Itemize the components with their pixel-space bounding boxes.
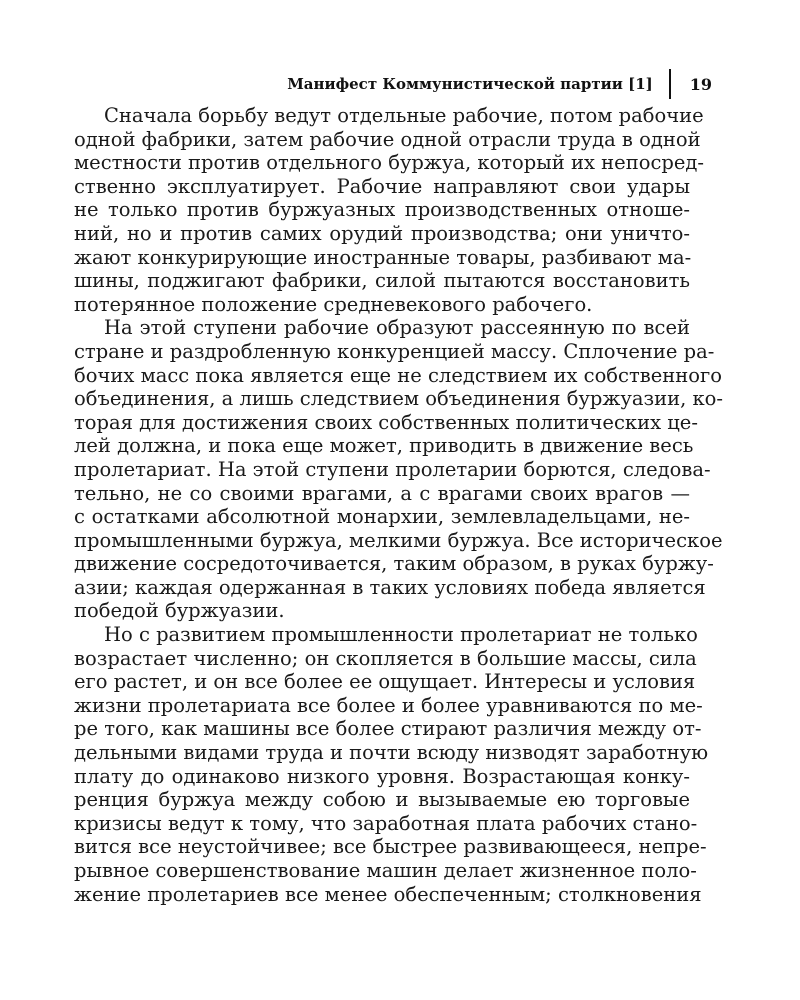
text-line: возрастает численно; он скопляется в большие массы, сила bbox=[74, 646, 697, 670]
text-line: его растет, и он все более ее ощущает. Интересы и условия bbox=[74, 670, 696, 694]
text-line: стране и раздробленную конкуренцией массу. Сплочение ра- bbox=[74, 339, 715, 363]
text-line: вится все неустойчивее; все быстрее развивающееся, непре- bbox=[74, 835, 707, 859]
text-line: объединения, а лишь следствием объединения буржуазии, ко- bbox=[74, 387, 723, 411]
text-line: не только против буржуазных производственных отноше- bbox=[74, 198, 690, 222]
text-line: с остатками абсолютной монархии, землевладельцами, не- bbox=[74, 505, 690, 529]
text-line: ственно эксплуатирует. Рабочие направляют свои удары bbox=[74, 174, 690, 198]
text-line: шины, поджигают фабрики, силой пытаются восстановить bbox=[74, 269, 690, 293]
text-line: азии; каждая одержанная в таких условиях победа является bbox=[74, 575, 706, 599]
text-line: движение сосредоточивается, таким образом, в руках буржу- bbox=[74, 552, 714, 576]
text-line: лей должна, и пока еще может, приводить в движение весь bbox=[74, 434, 694, 458]
text-line: жизни пролетариата все более и более уравниваются по ме- bbox=[74, 693, 703, 717]
text-line: промышленными буржуа, мелкими буржуа. Все историческое bbox=[74, 528, 723, 552]
text-line: кризисы ведут к тому, что заработная плата рабочих стано- bbox=[74, 811, 698, 835]
text-line: потерянное положение средневекового рабочего. bbox=[74, 292, 593, 316]
text-line: рывное совершенствование машин делает жизненное поло- bbox=[74, 859, 697, 882]
text-line: Сначала борьбу ведут отдельные рабочие, потом рабочие bbox=[104, 104, 704, 127]
body-text bbox=[74, 104, 723, 906]
running-title: Манифест Коммунистической партии [1] bbox=[287, 75, 653, 93]
page-number: 19 bbox=[689, 74, 712, 94]
text-line: жают конкурирующие иностранные товары, разбивают ма- bbox=[74, 245, 692, 269]
text-line: плату до одинаково низкого уровня. Возрастающая конку- bbox=[74, 764, 690, 788]
text-line: ре того, как машины все более стирают различия между от- bbox=[74, 717, 702, 741]
text-line: победой буржуазии. bbox=[74, 599, 285, 623]
text-line: жение пролетариев все менее обеспеченным; столкновения bbox=[74, 882, 702, 906]
header-divider bbox=[669, 69, 671, 99]
text-line: бочих масс пока является еще не следствием их собственного bbox=[74, 363, 722, 387]
text-line: торая для достижения своих собственных политических це- bbox=[74, 410, 698, 434]
text-line: местности против отдельного буржуа, который их непосред- bbox=[74, 151, 704, 175]
text-line: На этой ступени рабочие образуют рассеянную по всей bbox=[104, 316, 690, 340]
running-header bbox=[287, 68, 712, 100]
text-line: Но с развитием промышленности пролетариат не только bbox=[104, 623, 698, 647]
text-line: тельно, не со своими врагами, а с врагами своих врагов — bbox=[74, 481, 690, 505]
text-line: ний, но и против самих орудий производства; они уничто- bbox=[74, 221, 690, 245]
text-line: одной фабрики, затем рабочие одной отрасли труда в одной bbox=[74, 127, 701, 151]
text-line: дельными видами труда и почти всюду низводят заработную bbox=[74, 741, 709, 765]
text-line: пролетариат. На этой ступени пролетарии борются, следова- bbox=[74, 457, 711, 481]
text-line: ренция буржуа между собою и вызываемые ею торговые bbox=[74, 788, 690, 812]
